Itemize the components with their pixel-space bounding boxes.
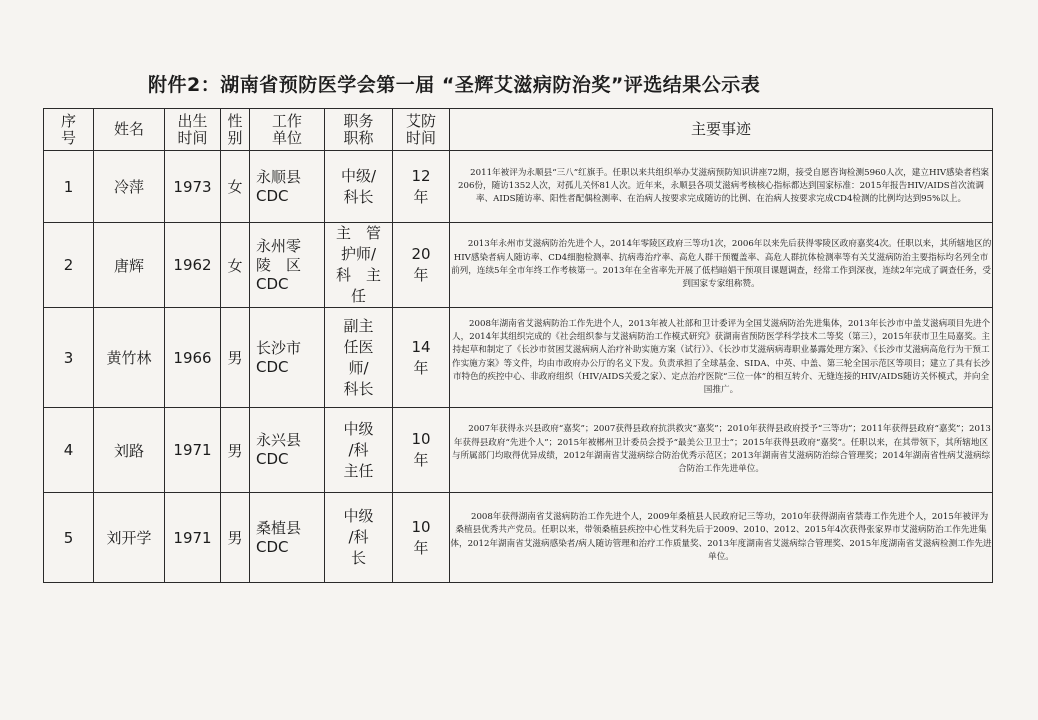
header-gender: 性 别	[221, 109, 250, 151]
birth-cell: 1971	[165, 493, 221, 583]
duty-cell: 中级/ 科长	[325, 151, 393, 223]
header-deeds: 主要事迹	[450, 109, 993, 151]
header-unit: 工作 单位	[250, 109, 325, 151]
table-row	[44, 408, 993, 493]
name-cell: 冷萍	[94, 151, 165, 223]
duty-cell: 中级 /科 长	[325, 493, 393, 583]
years-cell: 14 年	[393, 308, 450, 408]
deeds-cell: 2007年获得永兴县政府“嘉奖”；2007获得县政府抗洪救灾“嘉奖”；2010年获得县政府授予“三等功”；2011年获得县政府“嘉奖”；2013年获得县政府“先进个人”；2015年被郴州卫计委员会授予“最美公卫卫士”；2015年获得县政府“嘉奖”。任职以来，在其带领下，其所辖地区与所属部门均取得优异成绩，2012年湖南省艾滋病综合防治优秀示范区；2013年湖南省艾滋病防治综合管理奖；2014年湖南省性病艾滋病综合防治工作先进单位。	[450, 408, 993, 493]
birth-cell: 1962	[165, 223, 221, 308]
gender-cell: 男	[221, 308, 250, 408]
table-row	[44, 493, 993, 583]
table-row	[44, 308, 993, 408]
header-birth: 出生 时间	[165, 109, 221, 151]
unit-cell: 永顺县 CDC	[250, 151, 325, 223]
table-row	[44, 151, 993, 223]
header-name: 姓名	[94, 109, 165, 151]
seq-cell: 2	[44, 223, 94, 308]
duty-cell: 中级 /科 主任	[325, 408, 393, 493]
name-cell: 刘开学	[94, 493, 165, 583]
years-cell: 10 年	[393, 408, 450, 493]
document-title: 附件2：湖南省预防医学会第一届 “圣辉艾滋病防治奖”评选结果公示表	[148, 74, 761, 96]
years-cell: 10 年	[393, 493, 450, 583]
deeds-cell: 2008年湖南省艾滋病防治工作先进个人，2013年被人社部和卫计委评为全国艾滋病防治先进集体，2013年长沙市中盖艾滋病项目先进个人，2014年其组织完成的《社会组织参与艾滋病防治工作模式研究》获湖南省预防医学科学技术二等奖（第三），2015年获市卫生局嘉奖。主持起草和制定了《长沙市贫困艾滋病病人治疗补助实施方案（试行）》、《长沙市艾滋病病毒职业暴露处理方案》、《长沙市艾滋病高危行为干预工作实施方案》等文件，均由市政府办公厅的名义下发。负责承担了全球基金、SIDA、中英、中盖、第三轮全国示范区等项目；建立了具有长沙市特色的疾控中心、非政府组织（HIV/AIDS关爱之家）、定点治疗医院“三位一体”的相互转介、无缝连接的HIV/AIDS随访关怀模式，并向全国推广。	[450, 308, 993, 408]
birth-cell: 1966	[165, 308, 221, 408]
birth-cell: 1973	[165, 151, 221, 223]
unit-cell: 永兴县 CDC	[250, 408, 325, 493]
gender-cell: 女	[221, 223, 250, 308]
birth-cell: 1971	[165, 408, 221, 493]
gender-cell: 男	[221, 493, 250, 583]
name-cell: 黄竹林	[94, 308, 165, 408]
header-duty: 职务 职称	[325, 109, 393, 151]
table-row	[44, 223, 993, 308]
seq-cell: 1	[44, 151, 94, 223]
header-seq: 序 号	[44, 109, 94, 151]
results-table	[43, 108, 993, 583]
deeds-cell: 2008年获得湖南省艾滋病防治工作先进个人，2009年桑植县人民政府记三等功，2010年获得湖南省禁毒工作先进个人，2015年被评为桑植县优秀共产党员。任职以来，带领桑植县疾控中心性艾科先后于2009、2010、2012、2015年4次获得张家界市艾滋病防治工作先进集体，2012年湖南省艾滋病感染者/病人随访管理和治疗工作质量奖、2013年度湖南省艾滋病综合管理奖、2015年度湖南省艾滋病检测工作先进单位。	[450, 493, 993, 583]
name-cell: 刘路	[94, 408, 165, 493]
seq-cell: 4	[44, 408, 94, 493]
years-cell: 12 年	[393, 151, 450, 223]
gender-cell: 男	[221, 408, 250, 493]
gender-cell: 女	[221, 151, 250, 223]
name-cell: 唐辉	[94, 223, 165, 308]
seq-cell: 3	[44, 308, 94, 408]
table-header-row	[44, 109, 993, 151]
unit-cell: 桑植县 CDC	[250, 493, 325, 583]
duty-cell: 副主 任医 师/ 科长	[325, 308, 393, 408]
years-cell: 20 年	[393, 223, 450, 308]
unit-cell: 长沙市 CDC	[250, 308, 325, 408]
deeds-cell: 2013年永州市艾滋病防治先进个人，2014年零陵区政府三等功1次，2006年以来先后获得零陵区政府嘉奖4次。任职以来，其所辖地区的HIV感染者病人随访率、CD4细胞检测率、抗病毒治疗率、高危人群干预覆盖率、高危人群抗体检测率等有关艾滋病防治主要指标均名列全市前列，连续5年全市年终工作考核第一。2013年在全省率先开展了低档暗娼干预项目课题调查，经常工作到深夜，连续2年完成了调查任务，受到国家专家组称赞。	[450, 223, 993, 308]
header-years: 艾防 时间	[393, 109, 450, 151]
unit-cell: 永州零 陵 区 CDC	[250, 223, 325, 308]
duty-cell: 主 管 护师/ 科 主 任	[325, 223, 393, 308]
deeds-cell: 2011年被评为永顺县“三八”红旗手。任职以来共组织举办艾滋病预防知识讲座72期，接受自愿咨询检测5960人次，建立HIV感染者档案206份，随访1352人次，对孤儿关怀81人次。近年来，永顺县各项艾滋病考核核心指标都达到国家标准：2015年报告HIV/AIDS首次流调率、AIDS随访率、阳性者配偶检测率、在治病人按要求完成随访的比例、在治病人按要求完成CD4检测的比例均达到95%以上。	[450, 151, 993, 223]
seq-cell: 5	[44, 493, 94, 583]
